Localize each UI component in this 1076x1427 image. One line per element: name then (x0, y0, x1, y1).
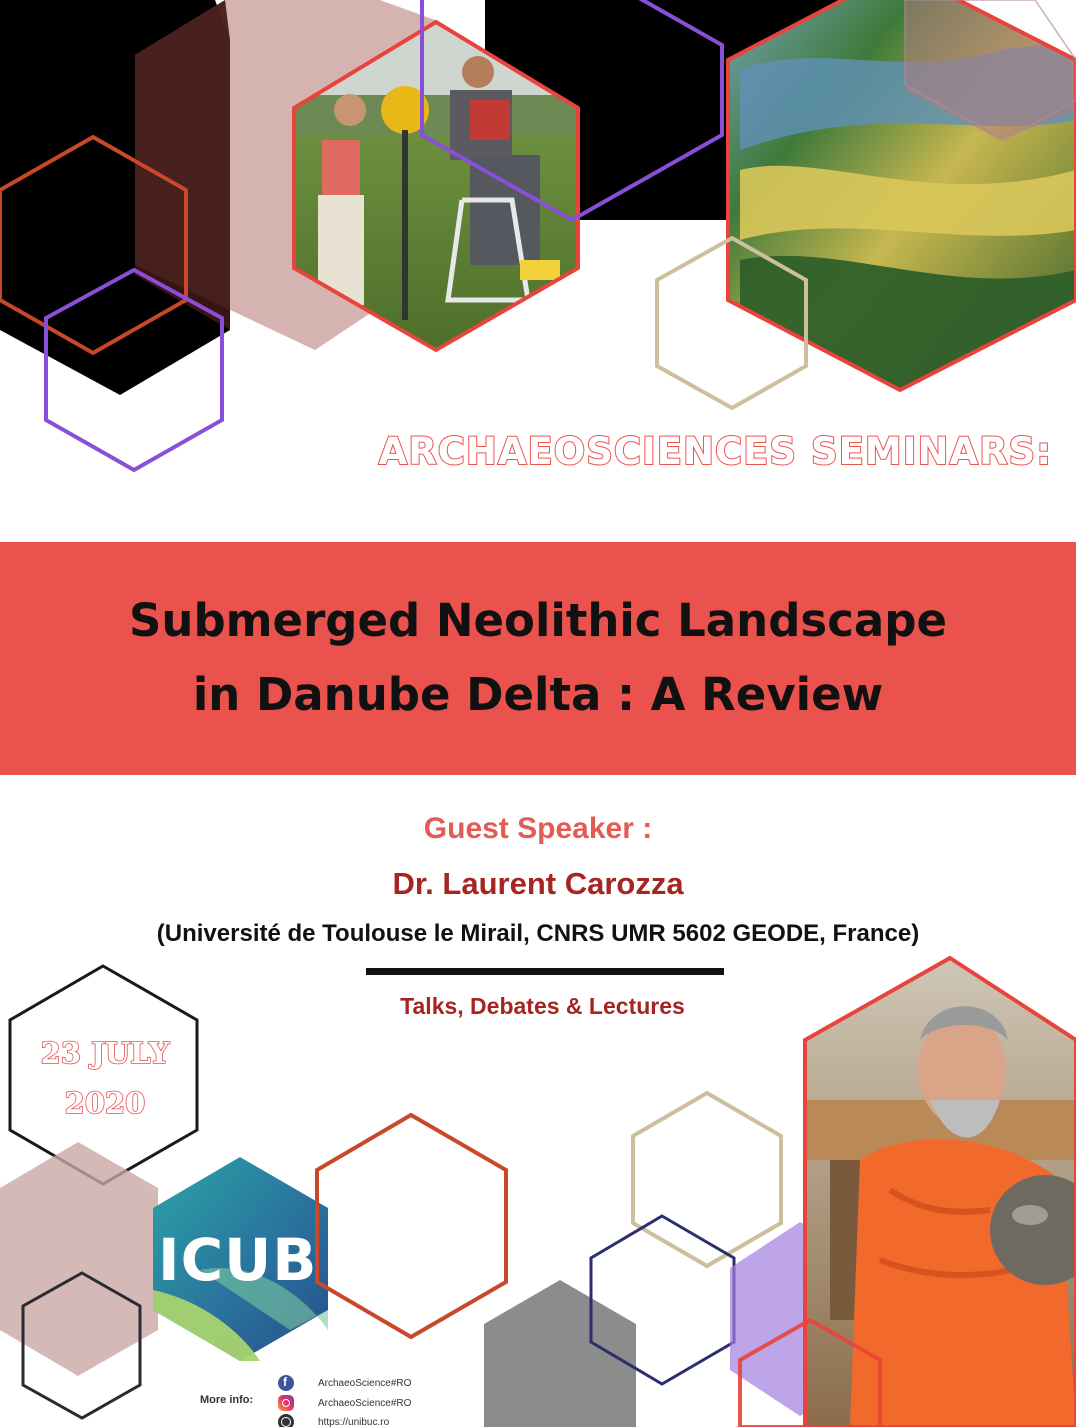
speaker-photo (800, 955, 1076, 1427)
website-link[interactable] (278, 1414, 389, 1427)
website-url: https://unibuc.ro (318, 1416, 390, 1427)
globe-icon (278, 1414, 294, 1427)
talk-title (0, 584, 1076, 732)
talk-title-line2: in Danube Delta : A Review (192, 668, 884, 721)
instagram-icon (278, 1395, 294, 1411)
date-year: 2020 (64, 1086, 146, 1120)
orange-outline-hexagon-bottom (317, 1115, 506, 1337)
facebook-handle: ArchaeoScience#RO (318, 1377, 412, 1389)
icub-logo-text: ICUB (158, 1226, 318, 1294)
more-info-label: More info: (200, 1394, 254, 1406)
series-title: ARCHAEOSCIENCES SEMINARS: (378, 430, 1052, 473)
instagram-handle: ArchaeoScience#RO (318, 1397, 412, 1409)
speaker-affiliation: (Université de Toulouse le Mirail, CNRS UMR 5602 GEODE, France) (156, 920, 920, 947)
tan-outline-hexagon-bottom (633, 1093, 781, 1266)
facebook-link[interactable] (278, 1375, 411, 1391)
instagram-link[interactable] (278, 1395, 411, 1411)
date-day-month: 23 JULY (40, 1036, 170, 1070)
speaker-name: Dr. Laurent Carozza (392, 866, 684, 901)
divider (366, 968, 724, 975)
facebook-icon (278, 1375, 294, 1391)
tagline: Talks, Debates & Lectures (400, 993, 685, 1019)
talk-title-line1: Submerged Neolithic Landscape (129, 594, 947, 647)
danube-delta-aerial-photo (720, 0, 1076, 400)
title-banner (0, 542, 1076, 775)
guest-speaker-label: Guest Speaker : (423, 812, 653, 845)
